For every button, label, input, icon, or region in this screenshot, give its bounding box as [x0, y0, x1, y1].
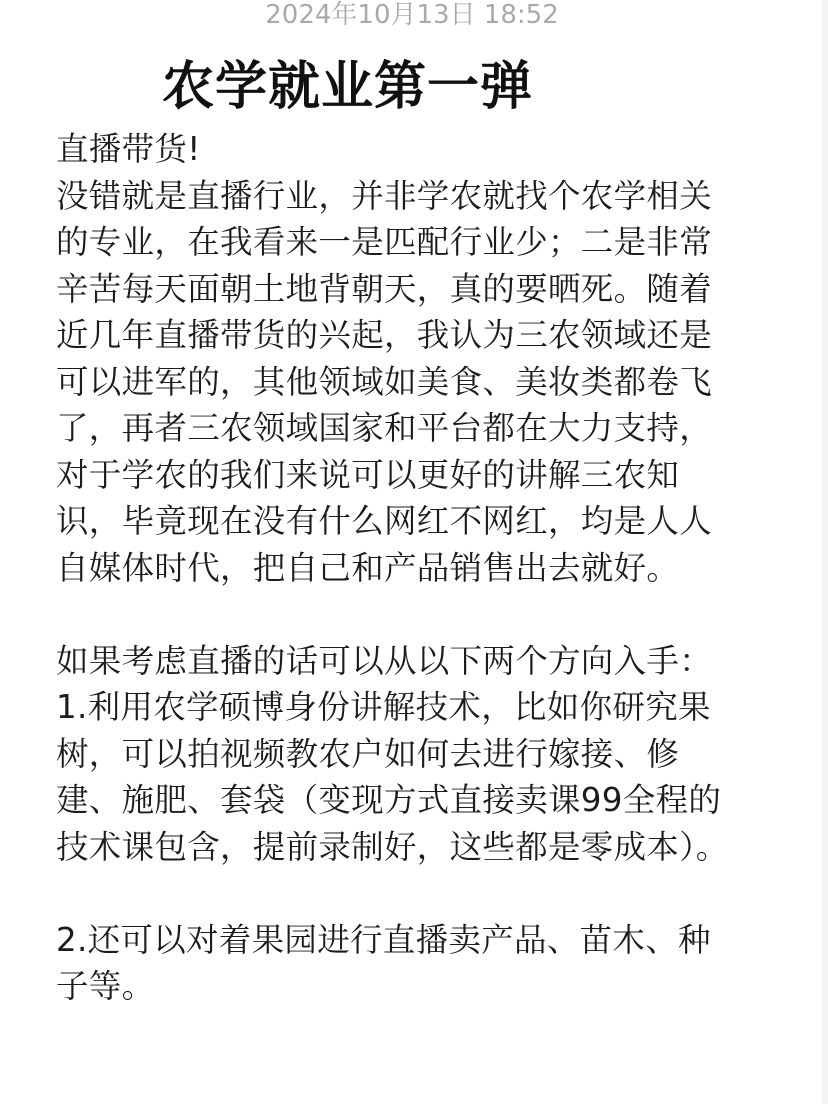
body-line: 近几年直播带货的兴起，我认为三农领域还是 [56, 316, 713, 354]
scroll-edge [822, 0, 828, 1104]
body-line: 如果考虑直播的话可以从以下两个方向入手： [56, 641, 713, 680]
timestamp: 2024年10月13日 18:52 [265, 0, 559, 30]
body-line: 直播带货! [56, 130, 201, 168]
paragraph-spacer [56, 870, 776, 917]
body-line: 识，毕竟现在没有什么网红不网红，均是人人 [56, 502, 713, 540]
body-line: 树，可以拍视频教农户如何去进行嫁接、修 [56, 734, 680, 773]
body-line: 了，再者三农领域国家和平台都在大力支持， [56, 409, 713, 447]
paragraph-spacer [56, 591, 776, 638]
body-line: 子等。 [56, 967, 155, 1005]
body-line: 对于学农的我们来说可以更好的讲解三农知 [56, 455, 680, 494]
body-line: 技术课包含，提前录制好，这些都是零成本）。 [56, 827, 729, 866]
body-line: 可以进军的，其他领域如美食、美妆类都卷飞 [56, 362, 713, 401]
article-body [56, 126, 776, 1010]
page-title: 农学就业第一弹 [162, 57, 534, 117]
body-line: 辛苦每天面朝土地背朝天，真的要晒死。随着 [56, 269, 713, 308]
body-line: 的专业，在我看来一是匹配行业少；二是非常 [56, 223, 713, 261]
body-line: 1.利用农学硕博身份讲解技术，比如你研究果 [56, 688, 711, 726]
body-line: 建、施肥、套袋（变现方式直接卖课99全程的 [56, 781, 722, 819]
body-line: 2.还可以对着果园进行直播卖产品、苗木、种 [56, 920, 711, 959]
body-line: 自媒体时代，把自己和产品销售出去就好。 [56, 548, 680, 587]
body-line: 没错就是直播行业，并非学农就找个农学相关 [56, 176, 713, 215]
